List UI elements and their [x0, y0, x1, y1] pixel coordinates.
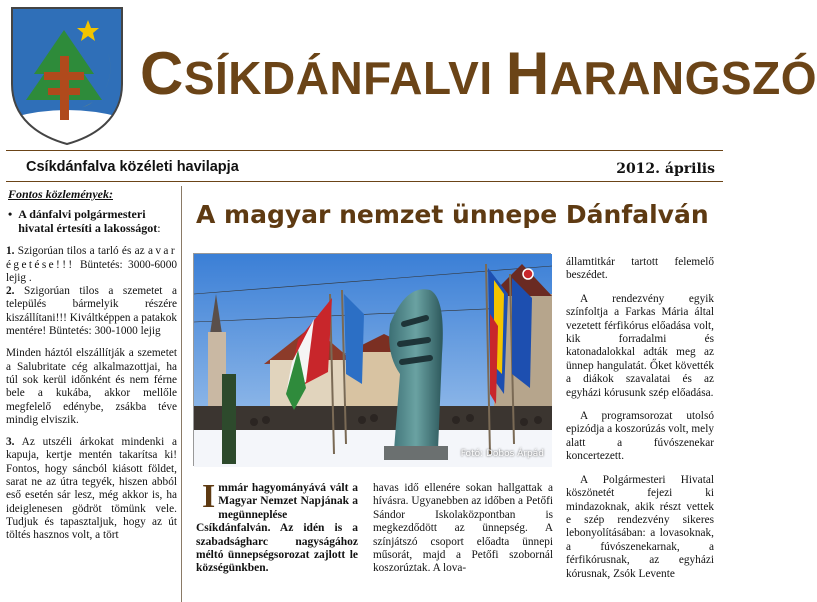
article-photo — [193, 253, 551, 466]
municipal-coat-of-arms — [10, 6, 124, 146]
newspaper-subtitle: Csíkdánfalva közéleti havilapja — [26, 159, 239, 175]
notices-column — [6, 186, 182, 602]
notices-heading: Fontos közlemények: — [8, 187, 113, 201]
article-lede: Immár hagyományává vált a Magyar Nemzet Napjának a megünneplése Csíkdánfalván. Az idén is a szabadságharc nagyságához méltó ünnepségsorozat zajlott le községünkben. — [196, 478, 358, 575]
article-right-column — [566, 256, 714, 602]
ceremony-photo-icon — [194, 254, 552, 467]
masthead-rule-top — [6, 150, 723, 151]
newspaper-title: CSÍKDÁNFALVI HARANGSZÓ — [140, 40, 817, 107]
notices-intro: • A dánfalvi polgármesteri hivatal értesíti a lakosságot: — [8, 207, 161, 236]
notice-item-1: 1. Szigorúan tilos a tarló és az avar égetése!!! Büntetés: 3000-6000 lejig . 2. Szigorúan tilos a szemetet a település bármelyik részére kiszállítani!!! Kiváltképpen a patakok mentére! Büntetés: 300-1000 lejig — [6, 245, 178, 338]
drop-cap: I — [202, 478, 216, 515]
bullet-icon: • — [8, 207, 13, 222]
masthead-rule-bottom — [6, 181, 723, 182]
right-paragraph-1: államtitkár tartott felemelő beszédet. — [566, 256, 714, 282]
issue-date: 2012. április — [616, 161, 715, 177]
right-paragraph-4: A Polgármesteri Hivatal köszönetét fejezi ki mindazoknak, akik részt vettek e szép rendezvény sikeres lebonyolításában: a lovasoknak, a fúvószenekarnak, a férfikórusnak, az egyházi kórusnak, Zsók Levente — [566, 473, 714, 580]
article-middle-column: havas idő ellenére sokan hallgattak a hívásra. Ugyanebben az időben a Petőfi Sándor Iskolaközpontban is megkezdődött az ünnepség. A színjátszó csoport előadta ünnepi műsorát, majd a Petőfi szobornál koszorúztak. A lova- — [373, 482, 553, 575]
notice-paragraph: Minden háztól elszállítják a szemetet a Salubritate cég alkalmazottjai, ha túl sok kerül időnként és nem férne bele a kukába, akkor mellőle megfelelő edénybe, zsákba téve mindig elviszik. — [6, 347, 177, 426]
coat-of-arms-icon — [10, 6, 124, 146]
right-paragraph-2: A rendezvény egyik színfoltja a Farkas Mária által vezetett férfikórus előadása volt, kik forradalmi és katonadalokkal adták meg az ünnep hangulatát. Őket követték a diákok szavalatai és az egyházi kórusunk szép előadása. — [566, 292, 714, 399]
photo-credit: Fotó: Dobos Árpád — [460, 449, 544, 459]
article-headline: A magyar nemzet ünnepe Dánfalván — [196, 200, 709, 229]
notice-item-3: 3. Az utszéli árkokat mindenki a kapuja, kertje mentén takarítsa ki! Fontos, hogy sáncból kiásott földet, sarat ne az útra tegyék, hiszen abból eső esetén sár lesz, még akkor is, ha ideiglenesen gödröt tömünk vele. Tudjuk és tapasztaljuk, hogy az út töltés hasznos volt, a tört — [6, 436, 177, 542]
right-paragraph-3: A programsorozat utolsó epizódja a koszorúzás volt, mely alatt a fúvószenekar koncertezett. — [566, 410, 714, 463]
